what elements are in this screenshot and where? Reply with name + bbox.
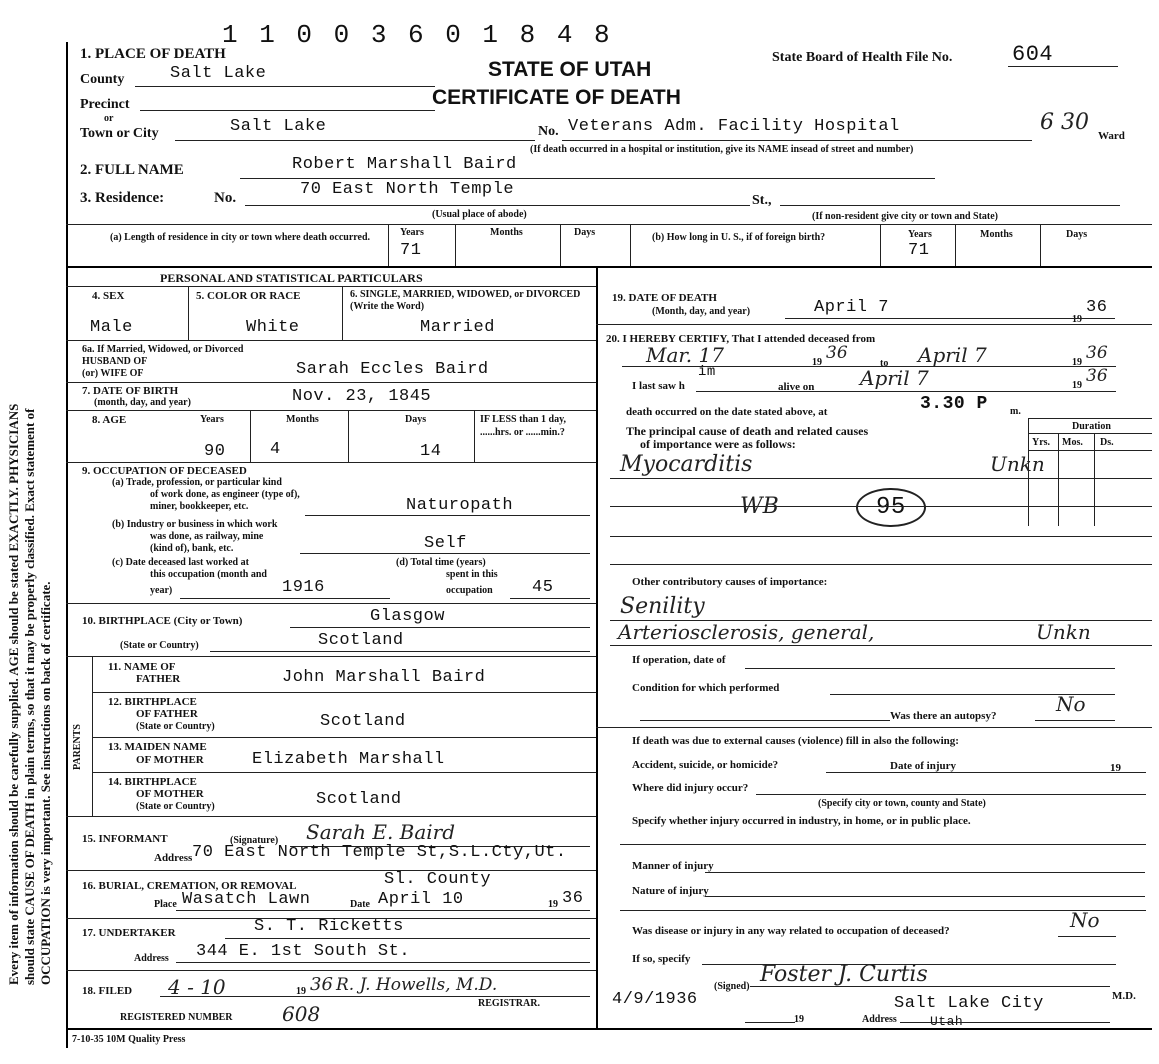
ward-number: 6 30 (1040, 110, 1089, 135)
birthplace-country-value: Scotland (318, 631, 404, 650)
certificate-title: CERTIFICATE OF DEATH (432, 86, 681, 109)
place-of-death-heading: 1. PLACE OF DEATH (80, 46, 226, 62)
age-months-value: 4 (270, 440, 281, 459)
father-name-value: John Marshall Baird (282, 668, 486, 687)
birthplace-city-value: Glasgow (370, 607, 445, 626)
filed-date-value: 4 - 10 (168, 975, 226, 999)
death-year-value: 36 (1086, 298, 1108, 317)
informant-signature: Sarah E. Baird (306, 820, 456, 844)
street-no-label: No. (538, 124, 559, 139)
occupation-related-value: No (1070, 908, 1100, 932)
residence-label: 3. Residence: (80, 190, 165, 206)
attended-to-value: April 7 (918, 343, 987, 367)
age-years-value: 90 (204, 442, 226, 461)
physician-address-value: Salt Lake City (894, 994, 1044, 1013)
cause-of-death-1: Myocarditis (620, 452, 753, 477)
attended-to-year: 36 (1086, 343, 1108, 363)
non-resident-note: (If non-resident give city or town and State) (812, 211, 999, 222)
last-saw-pronoun: im (698, 364, 716, 380)
us-years-value: 71 (908, 241, 930, 260)
informant-address-value: 70 East North Temple St,S.L.Cty,Ut. (192, 843, 567, 862)
county-label: County (80, 72, 125, 87)
bottom-border (66, 1028, 1152, 1030)
left-border (66, 42, 68, 1048)
file-no-label: State Board of Health File No. (772, 50, 953, 65)
contributory-cause-2: Arteriosclerosis, general, (618, 620, 875, 644)
age-days-value: 14 (420, 442, 442, 461)
physician-signature: Foster J. Curtis (760, 962, 928, 987)
residence-years-value: 71 (400, 241, 422, 260)
last-saw-year: 36 (1086, 366, 1108, 386)
state-title: STATE OF UTAH (488, 58, 652, 81)
contributory-cause-1: Senility (620, 594, 705, 619)
race-value: White (246, 318, 300, 337)
mother-name-value: Elizabeth Marshall (252, 750, 445, 769)
sex-value: Male (90, 318, 133, 337)
parents-side-label: PARENTS (72, 724, 83, 770)
side-note-1: Every item of information should be carefully supplied. AGE should be stated EXACTLY. PHYSICIANS (6, 403, 21, 985)
hospital-note: (If death occurred in a hospital or institution, give its NAME insead of street and number) (530, 144, 914, 155)
signed-date-value: 4/9/1936 (612, 990, 698, 1009)
date-of-birth-value: Nov. 23, 1845 (292, 387, 432, 406)
column-divider (596, 266, 598, 1028)
undertaker-address-value: 344 E. 1st South St. (196, 942, 411, 961)
personal-heading: PERSONAL AND STATISTICAL PARTICULARS (160, 271, 423, 285)
autopsy-value: No (1056, 692, 1086, 716)
side-note-2: should state CAUSE OF DEATH in plain terms, so that it may be properly classified. Exact statement of (22, 408, 37, 985)
mother-birthplace-value: Scotland (316, 790, 402, 809)
undertaker-name-value: S. T. Ricketts (254, 917, 404, 936)
last-worked-value: 1916 (282, 578, 325, 597)
filed-year-value: 36 (310, 974, 333, 995)
usual-abode-note: (Usual place of abode) (432, 209, 527, 220)
town-value: Salt Lake (230, 117, 327, 136)
marital-status-value: Married (420, 318, 495, 337)
total-time-value: 45 (532, 578, 554, 597)
burial-date-value: April 10 (378, 890, 464, 909)
side-note-3: OCCUPATION is very important. See instructions on back of certificate. (38, 581, 53, 985)
spouse-value: Sarah Eccles Baird (296, 360, 489, 379)
county-value: Salt Lake (170, 64, 267, 83)
burial-place-value: Wasatch Lawn (182, 890, 311, 909)
burial-year-value: 36 (562, 889, 584, 908)
occupation-trade-value: Naturopath (406, 496, 514, 515)
time-of-death-value: 3.30 P (920, 394, 988, 414)
full-name-value: Robert Marshall Baird (292, 155, 517, 174)
registrar-signature: R. J. Howells, M.D. (336, 975, 498, 995)
attended-from-value: Mar. 17 (646, 343, 724, 367)
length-of-residence-label: (a) Length of residence in city or town where death occurred. (110, 232, 371, 243)
last-saw-value: April 7 (860, 366, 929, 390)
facility-value: Veterans Adm. Facility Hospital (568, 117, 900, 136)
contributory-cause-2-duration: Unkn (1036, 620, 1091, 644)
father-birthplace-value: Scotland (320, 712, 406, 731)
certificate-serial-number: 1 1 0 0 3 6 0 1 8 4 8 (222, 20, 613, 50)
precinct-label: Precinct (80, 97, 130, 112)
ward-label: Ward (1098, 130, 1125, 142)
registered-number-value: 608 (282, 1002, 321, 1026)
burial-value: Sl. County (384, 870, 492, 889)
time-in-us-label: (b) How long in U. S., if of foreign birth? (652, 232, 826, 243)
attended-from-year: 36 (826, 343, 848, 363)
cause-code: WB (740, 494, 779, 519)
form-footer: 7-10-35 10M Quality Press (72, 1034, 186, 1045)
town-label: Town or City (80, 126, 159, 141)
full-name-label: 2. FULL NAME (80, 162, 184, 178)
cause-code-circled: 95 (856, 488, 926, 527)
physician-address-state: Utah (930, 1014, 964, 1029)
occupation-industry-value: Self (424, 534, 467, 553)
cause-1-duration: Unkn (990, 452, 1045, 476)
date-of-death-value: April 7 (814, 298, 889, 317)
residence-value: 70 East North Temple (300, 180, 515, 199)
file-no-value: 604 (1012, 42, 1054, 67)
